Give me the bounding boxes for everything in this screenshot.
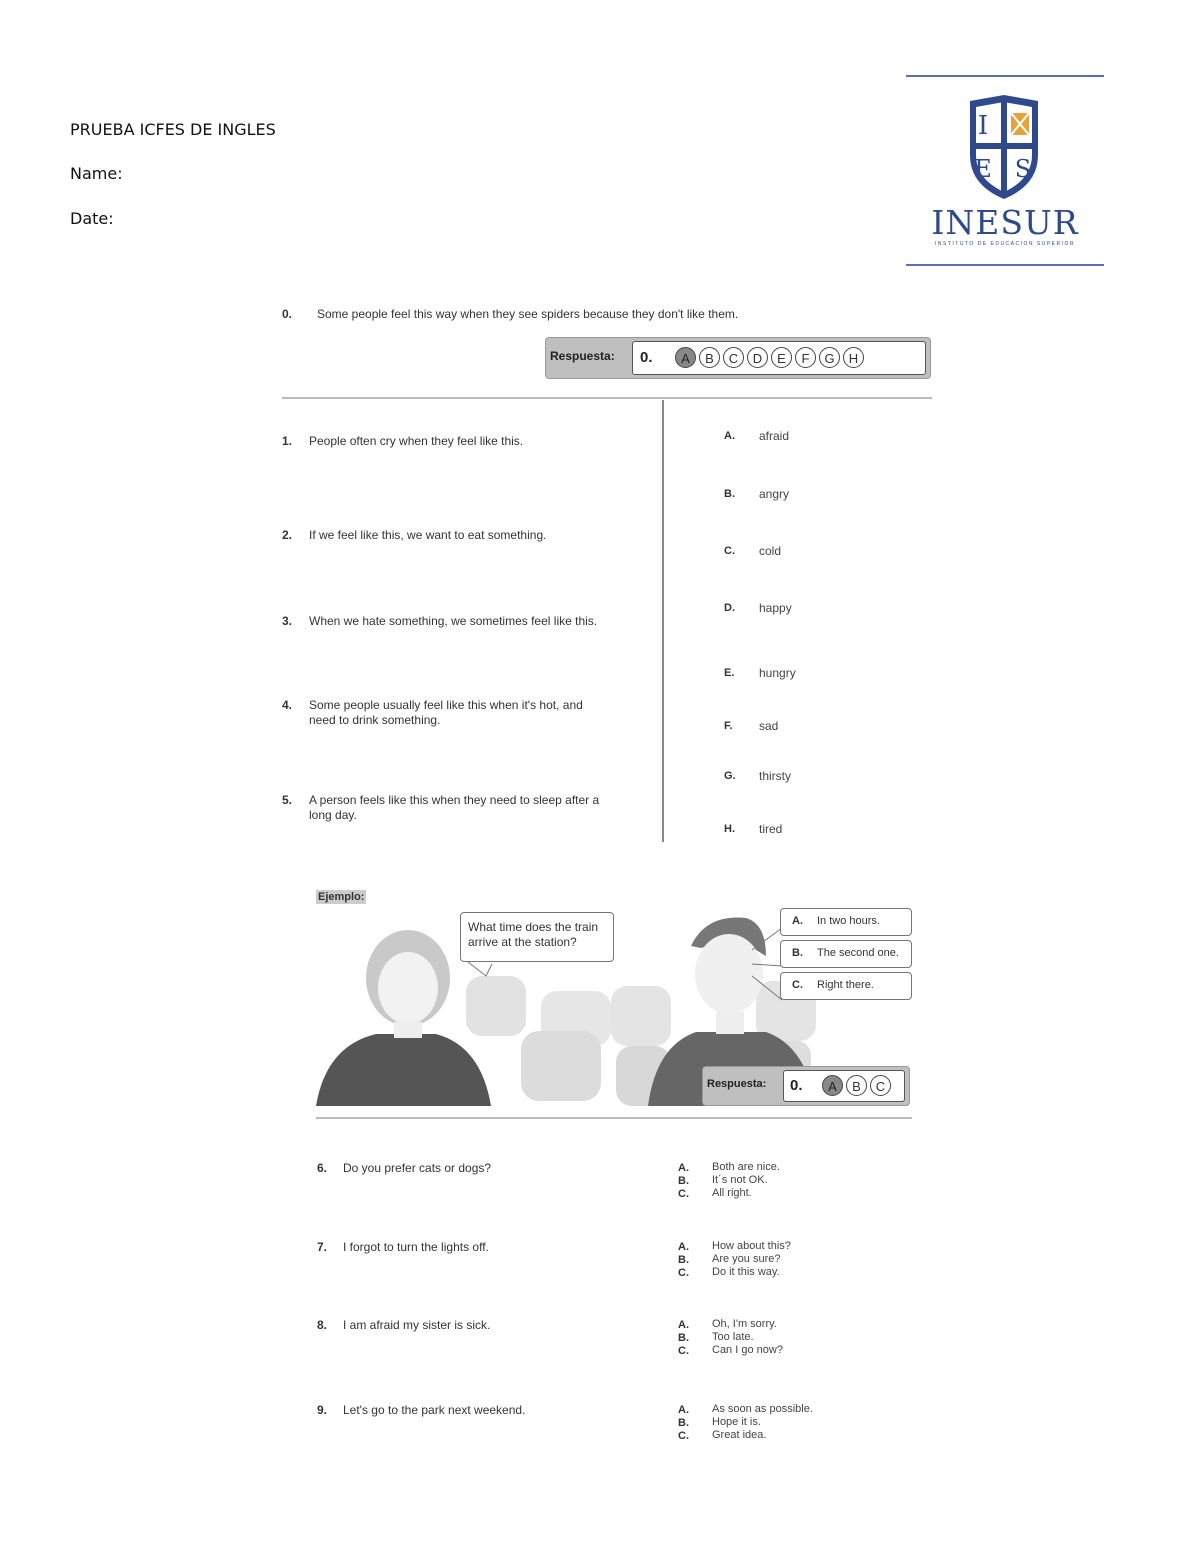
bubble-e[interactable]: E [771,347,792,368]
option-letter: C. [724,545,735,557]
answer-options [712,1403,813,1442]
option-letter: D. [724,602,735,614]
answer-box-example-1 [545,337,931,379]
reply-letter: B. [792,947,803,959]
option-letter: G. [724,770,736,782]
answer-number: 0. [640,349,653,366]
answer-letter: C. [678,1267,689,1279]
bubble-c[interactable]: C [870,1075,891,1096]
answer-letter: C. [678,1430,689,1442]
option-word: tired [759,822,783,836]
bubble-f[interactable]: F [795,347,816,368]
answer-option: Hope it is. [712,1416,761,1428]
question-text: Let's go to the park next weekend. [343,1403,526,1417]
reply-text: In two hours. [817,915,880,927]
question-number: 4. [282,698,293,712]
answer-bubbles [675,347,867,368]
logo-tagline: INSTITUTO DE EDUCACION SUPERIOR [934,241,1076,247]
option-word: hungry [759,666,796,680]
answer-letters [678,1319,689,1358]
bubble-a[interactable]: A [822,1075,843,1096]
answer-letter: B. [678,1254,689,1266]
answer-letter: C. [678,1345,689,1357]
answer-letter: B. [678,1417,689,1429]
question-number: 8. [317,1318,328,1332]
bubble-g[interactable]: G [819,347,840,368]
answer-letter: A. [678,1319,689,1331]
answer-option: Both are nice. [712,1161,780,1173]
question-number: 1. [282,434,293,448]
answer-letter: A. [678,1241,689,1253]
option-word: angry [759,487,790,501]
bubble-h[interactable]: H [843,347,864,368]
option-letter: E. [724,667,735,679]
reply-text: Right there. [817,979,874,991]
logo-bottom-rule [906,264,1104,266]
question-number: 3. [282,614,293,628]
answer-bubble-row [783,1070,905,1102]
question-text: A person feels like this when they need to sleep after a long day. [309,793,600,822]
speech-text: What time does the train arrive at the station? [468,920,599,949]
answer-box-example-2 [702,1066,910,1106]
reply-text: The second one. [817,947,899,959]
answer-option: All right. [712,1187,752,1199]
reply-b [780,940,912,968]
reply-letter: C. [792,979,803,991]
answer-letter: B. [678,1175,689,1187]
option-word: afraid [759,429,790,443]
option-letter: H. [724,823,735,835]
answer-letters [678,1162,689,1201]
example-illustration [316,890,912,1106]
question-text: Some people usually feel like this when it's hot, and need to drink something. [309,698,583,727]
shield-letter-s: S [1014,155,1032,183]
section-divider [282,397,932,399]
example-label: Ejemplo: [318,891,365,903]
inesur-logo [906,75,1104,266]
answer-options [712,1318,783,1357]
option-word: sad [759,719,779,733]
shield-icon [966,93,1042,201]
answer-letters [678,1404,689,1443]
answer-options [712,1161,780,1200]
reply-c [780,972,912,1000]
option-word: cold [759,544,782,558]
bubble-c[interactable]: C [723,347,744,368]
question-number: 6. [317,1161,328,1175]
answer-letter: B. [678,1332,689,1344]
shield-letter-e: E [974,155,992,183]
answer-option: Can I go now? [712,1344,783,1356]
bubble-a[interactable]: A [675,347,696,368]
question-text: If we feel like this, we want to eat something. [309,528,547,542]
answer-option: Do it this way. [712,1266,780,1278]
answer-option: Too late. [712,1331,754,1343]
example-text: Some people feel this way when they see spiders because they don't like them. [317,307,739,321]
answer-option: Great idea. [712,1429,767,1441]
question-number: 7. [317,1240,328,1254]
logo-name: INESUR [931,203,1079,242]
answer-options [712,1240,791,1279]
option-word: happy [759,601,792,615]
question-text: Do you prefer cats or dogs? [343,1161,492,1175]
question-number: 2. [282,528,293,542]
logo-top-rule [906,75,1104,77]
answer-letters [678,1241,689,1280]
question-number: 9. [317,1403,328,1417]
answer-bubbles [822,1075,894,1096]
shield-letter-i: I [977,111,989,141]
bubble-b[interactable]: B [699,347,720,368]
answer-option: It´s not OK. [712,1174,768,1186]
answer-number: 0. [790,1077,803,1094]
reply-a [780,908,912,936]
option-word: thirsty [759,769,792,783]
option-letter: B. [724,488,735,500]
answer-label: Respuesta: [550,349,615,363]
reply-letter: A. [792,915,803,927]
answer-letter: A. [678,1162,689,1174]
example-number: 0. [282,307,293,321]
answer-option: Oh, I'm sorry. [712,1318,777,1330]
question-number: 5. [282,793,293,807]
answer-option: As soon as possible. [712,1403,813,1415]
answer-letter: A. [678,1404,689,1416]
answer-label: Respuesta: [707,1078,767,1090]
question-text: I am afraid my sister is sick. [343,1318,491,1332]
bubble-b[interactable]: B [846,1075,867,1096]
answer-option: How about this? [712,1240,791,1252]
answer-letter: C. [678,1188,689,1200]
question-text: People often cry when they feel like this. [309,434,524,448]
date-label: Date: [70,209,114,228]
column-divider [662,400,664,842]
option-letter: F. [724,720,733,732]
question-text: I forgot to turn the lights off. [343,1240,489,1254]
option-letter: A. [724,430,735,442]
question-text: When we hate something, we sometimes feel like this. [309,614,598,628]
bubble-d[interactable]: D [747,347,768,368]
name-label: Name: [70,164,123,183]
speech-bubble [460,912,614,962]
answer-bubble-row [632,341,926,375]
page-title: PRUEBA ICFES DE INGLES [70,120,276,139]
section-divider [316,1117,912,1119]
answer-option: Are you sure? [712,1253,781,1265]
